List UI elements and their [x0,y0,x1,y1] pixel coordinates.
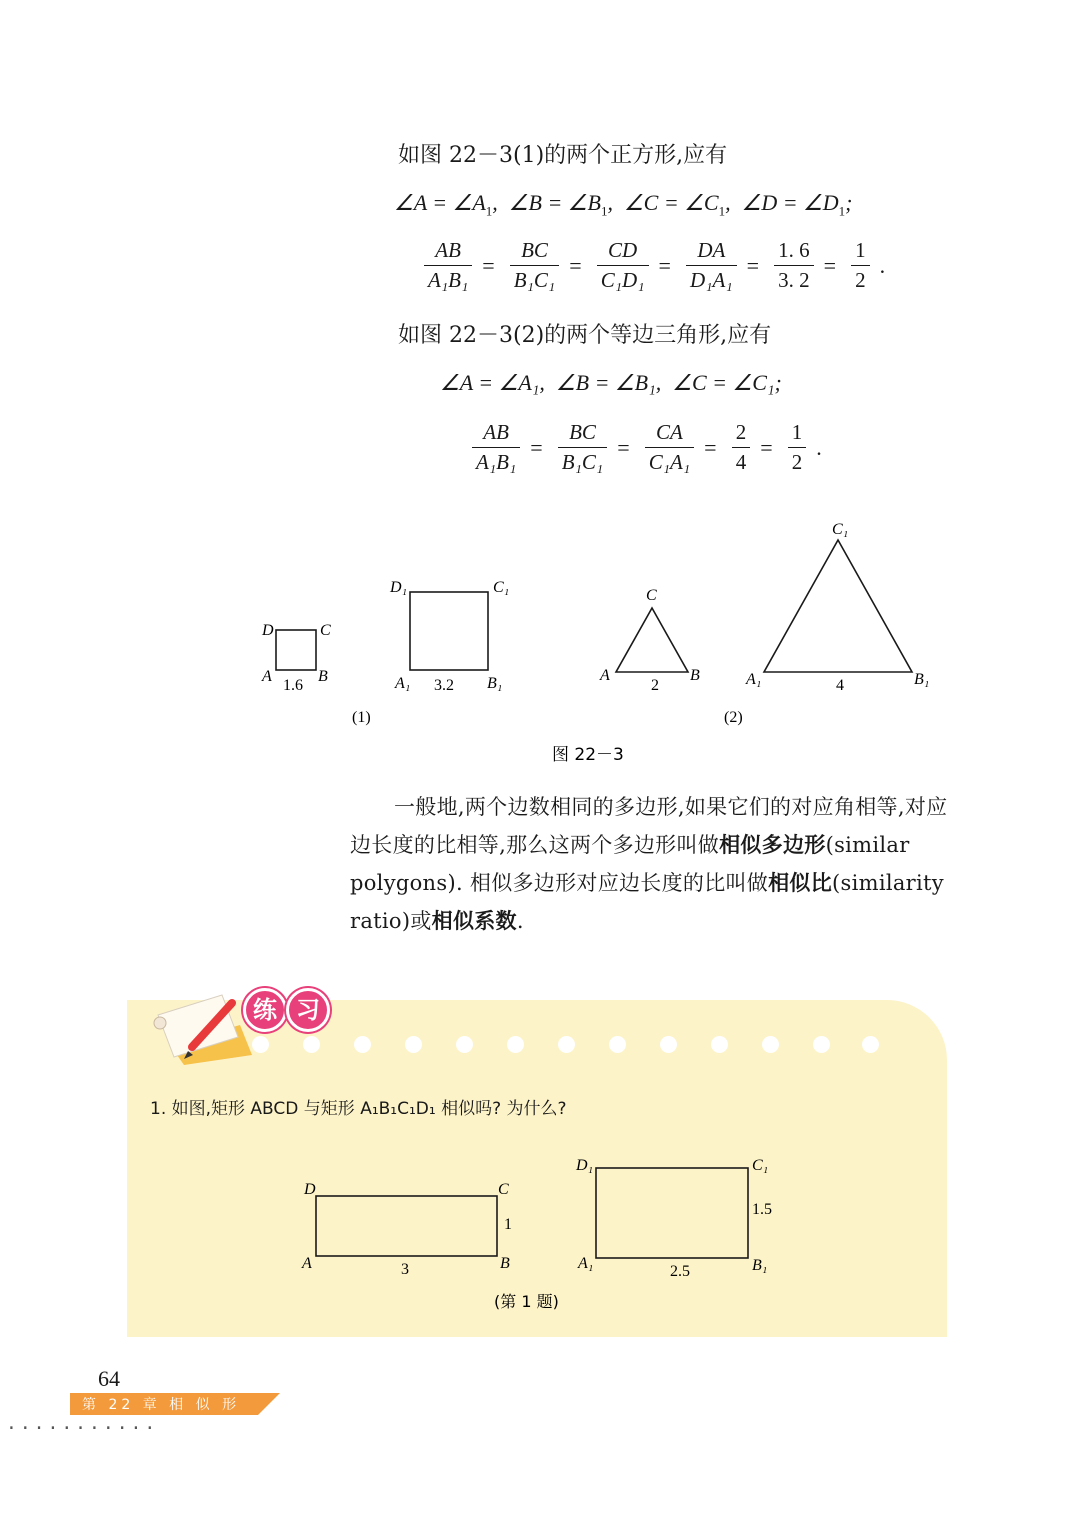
label-large-tri-b: B₁ [914,671,930,688]
frac-numeric: $\frac{1. 6}{3. 2}$ [774,238,814,293]
rect-large-height: 1.5 [752,1201,772,1218]
label-large-sq-c: C₁ [493,579,510,596]
term-similarity-ratio: 相似比 [768,870,833,895]
practice-figure [0,1150,1080,1320]
angle-eq-c: ∠C = ∠C [623,190,719,215]
frac-ab: $\frac{AB}{\text{A₁B₁}}$ [424,238,472,293]
term-similar-polygons: 相似多边形 [719,832,826,857]
side-small-triangle: 2 [651,677,659,694]
frac-half: $\frac{1}{2}$ [851,238,870,293]
svg-text:C: C [498,1181,509,1198]
large-triangle [764,540,912,672]
practice-figure-caption: (第 1 题) [494,1292,559,1311]
rect-abcd [316,1196,497,1256]
label-small-sq-d: D [262,622,274,639]
frac-cd: $\frac{CD}{\text{C₁D₁}}$ [597,238,649,293]
large-square [410,592,488,670]
small-square [276,630,316,670]
frac-ab-2: $\frac{AB}{\text{A₁B₁}}$ [472,420,520,475]
frac-da: $\frac{DA}{\text{D₁A₁}}$ [686,238,737,293]
ratio-equation-2: $\frac{AB}{\text{A₁B₁}}$ = $\frac{BC}{\text{B₁C₁}}$ = $\frac{CA}{\text{C₁A₁}}$ = $\frac{2}{4}$ = $\frac{1}{2}$ . [466,420,826,475]
svg-text:B₁: B₁ [752,1257,768,1274]
label-large-tri-c: C₁ [832,521,849,538]
label-small-tri-a: A [600,667,610,684]
definition-paragraph: 一般地,两个边数相同的多边形,如果它们的对应角相等,对应边长度的比相等,那么这两个多边形叫做相似多边形(similar polygons). 相似多边形对应边长度的比叫做相似比(similarity ratio)或相似系数. [350,795,948,933]
svg-text:C₁: C₁ [752,1157,769,1174]
svg-text:A₁: A₁ [578,1255,594,1272]
label-large-sq-b: B₁ [487,675,503,692]
frac-two-four: $\frac{2}{4}$ [732,420,751,475]
footer-dots: ··········· [6,1418,159,1439]
intro-line-2: 如图 22－3(2)的两个等边三角形,应有 [398,323,772,348]
rect-large-width: 2.5 [670,1263,690,1280]
side-large-square: 3.2 [434,677,454,694]
angle-eq-a: ∠A = ∠A [394,190,486,215]
angle-eq-b: ∠B = ∠B [508,190,601,215]
pencil-notebook-icon [140,985,260,1065]
figure-sub-1: (1) [352,709,371,726]
practice-badge-2: 习 [286,988,330,1032]
term-similarity-coefficient: 相似系数 [431,908,517,933]
figure-sub-2: (2) [724,709,743,726]
side-small-square: 1.6 [283,677,303,694]
angles-equation-1: ∠A = $\angle A_1$, ∠B = $\angle B_1$, ∠C = $\angle C_1$, ∠D = $\angle D_1$; [394,190,853,219]
side-large-triangle: 4 [836,677,844,694]
label-small-tri-c: C [646,587,657,604]
figure-caption: 图 22－3 [552,745,624,765]
rect-small-height: 1 [504,1216,512,1233]
ratio-equation-1: $\frac{AB}{\text{A₁B₁}}$ = $\frac{BC}{\text{B₁C₁}}$ = $\frac{CD}{\text{C₁D₁}}$ = $\frac{DA}{\text{D₁A₁}}$ = $\frac{1. 6}{3. 2}$ = $\frac{1}{2}$ . [418,238,889,293]
label-large-sq-a: A₁ [395,675,411,692]
chapter-title: 第 22 章 相 似 形 [82,1397,241,1413]
label-small-sq-a: A [262,668,272,685]
intro-line-1: 如图 22－3(1)的两个正方形,应有 [398,143,728,168]
angle-eq-d: ∠D = ∠D [741,190,839,215]
rect-a1b1c1d1 [596,1168,748,1258]
angles-equation-2: ∠A = ∠A₁, ∠B = ∠B₁, ∠C = ∠C₁; [440,370,782,395]
svg-text:A: A [302,1255,312,1272]
frac-bc: $\frac{BC}{\text{B₁C₁}}$ [510,238,559,293]
frac-bc-2: $\frac{BC}{\text{B₁C₁}}$ [558,420,607,475]
label-large-tri-a: A₁ [746,671,762,688]
label-small-sq-c: C [320,622,331,639]
figure-22-3 [0,510,1080,770]
svg-text:D: D [304,1181,316,1198]
practice-badge-1: 练 [243,988,287,1032]
practice-question-1: 1. 如图,矩形 ABCD 与矩形 A₁B₁C₁D₁ 相似吗? 为什么? [150,1099,567,1119]
svg-text:D₁: D₁ [576,1157,594,1174]
label-small-tri-b: B [690,667,700,684]
svg-text:B: B [500,1255,510,1272]
page-number: 64 [98,1366,120,1391]
label-large-sq-d: D₁ [390,579,408,596]
frac-half-2: $\frac{1}{2}$ [788,420,807,475]
label-small-sq-b: B [318,668,328,685]
rect-small-width: 3 [401,1261,409,1278]
frac-ca-2: $\frac{CA}{\text{C₁A₁}}$ [645,420,694,475]
small-triangle [616,608,688,672]
